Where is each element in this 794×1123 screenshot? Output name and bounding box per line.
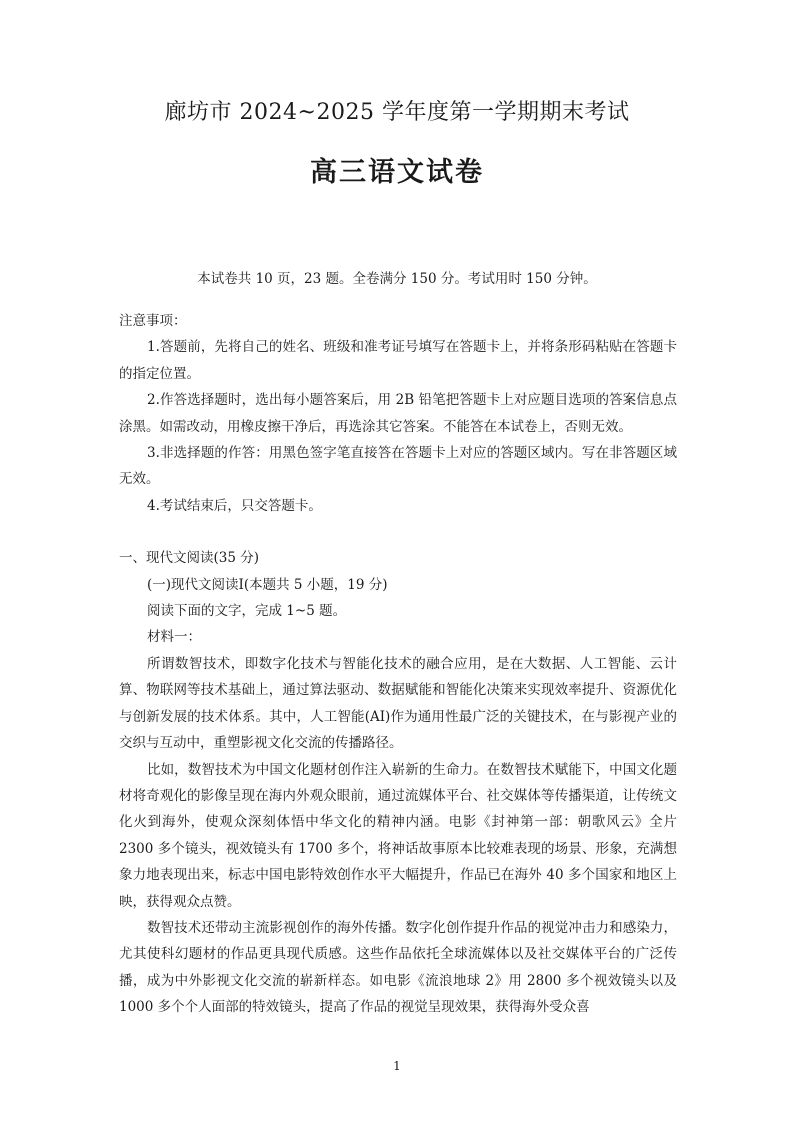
material-paragraph-2: 比如，数智技术为中国文化题材创作注入崭新的生命力。在数智技术赋能下，中国文化题材将奇观化的影像呈现在海内外观众眼前，通过流媒体平台、社交媒体等传播渠道，让传统文化火到海外，使观众深刻体悟中华文化的精神内涵。电影《封神第一部：朝歌风云》全片 2300 多个镜头，视效镜头有 1700 多个，将神话故事原本比较难表现的场景、形象，充满想象力地表现出来，标志中国电影特效创作水平大幅提升，作品已在海外 40 多个国家和地区上映，获得观众点赞。	[119, 761, 677, 910]
material-label: 材料一：	[147, 629, 201, 646]
page-number: 1	[393, 1059, 401, 1073]
section-gap	[119, 519, 677, 545]
exam-info: 本试卷共 10 页，23 题。全卷满分 150 分。考试用时 150 分钟。	[197, 271, 597, 287]
exam-title: 廊坊市 2024~2025 学年度第一学期期末考试	[164, 100, 630, 125]
paper-subtitle: 高三语文试卷	[310, 157, 484, 188]
notice-item-1: 1.答题前，先将自己的姓名、班级和准考证号填写在答题卡上，并将条形码粘贴在答题卡的指定位置。	[119, 339, 677, 382]
notice-item-2: 2.作答选择题时，选出每小题答案后，用 2B 铅笔把答题卡上对应题目选项的答案信息点涂黑。如需改动，用橡皮擦干净后，再选涂其它答案。不能答在本试卷上，否则无效。	[119, 392, 677, 435]
notice-heading: 注意事项：	[119, 313, 187, 329]
notice-item-4: 4.考试结束后，只交答题卡。	[147, 497, 322, 514]
reading-instruction: 阅读下面的文字，完成 1~5 题。	[147, 603, 347, 620]
document-body	[119, 308, 677, 1021]
material-paragraph-3: 数智技术还带动主流影视创作的海外传播。数字化创作提升作品的视觉冲击力和感染力，尤其使科幻题材的作品更具现代质感。这些作品依托全球流媒体以及社交媒体平台的广泛传播，成为中外影视文化交流的崭新样态。如电影《流浪地球 2》用 2800 多个视效镜头以及 1000 多个个人面部的特效镜头，提高了作品的视觉呈现效果，获得海外受众喜	[119, 919, 677, 1016]
section-heading: 一、现代文阅读(35 分)	[119, 550, 260, 567]
notice-item-3: 3.非选择题的作答：用黑色签字笔直接答在答题卡上对应的答题区域内。写在非答题区域无效。	[119, 445, 677, 488]
section-subheading: (一)现代文阅读Ⅰ(本题共 5 小题，19 分)	[147, 576, 388, 593]
material-paragraph-1: 所谓数智技术，即数字化技术与智能化技术的融合应用，是在大数据、人工智能、云计算、物联网等技术基础上，通过算法驱动、数据赋能和智能化决策来实现效率提升、资源优化与创新发展的技术体系。其中，人工智能(AI)作为通用性最广泛的关键技术，在与影视产业的交织与互动中，重塑影视文化交流的传播路径。	[119, 655, 677, 752]
